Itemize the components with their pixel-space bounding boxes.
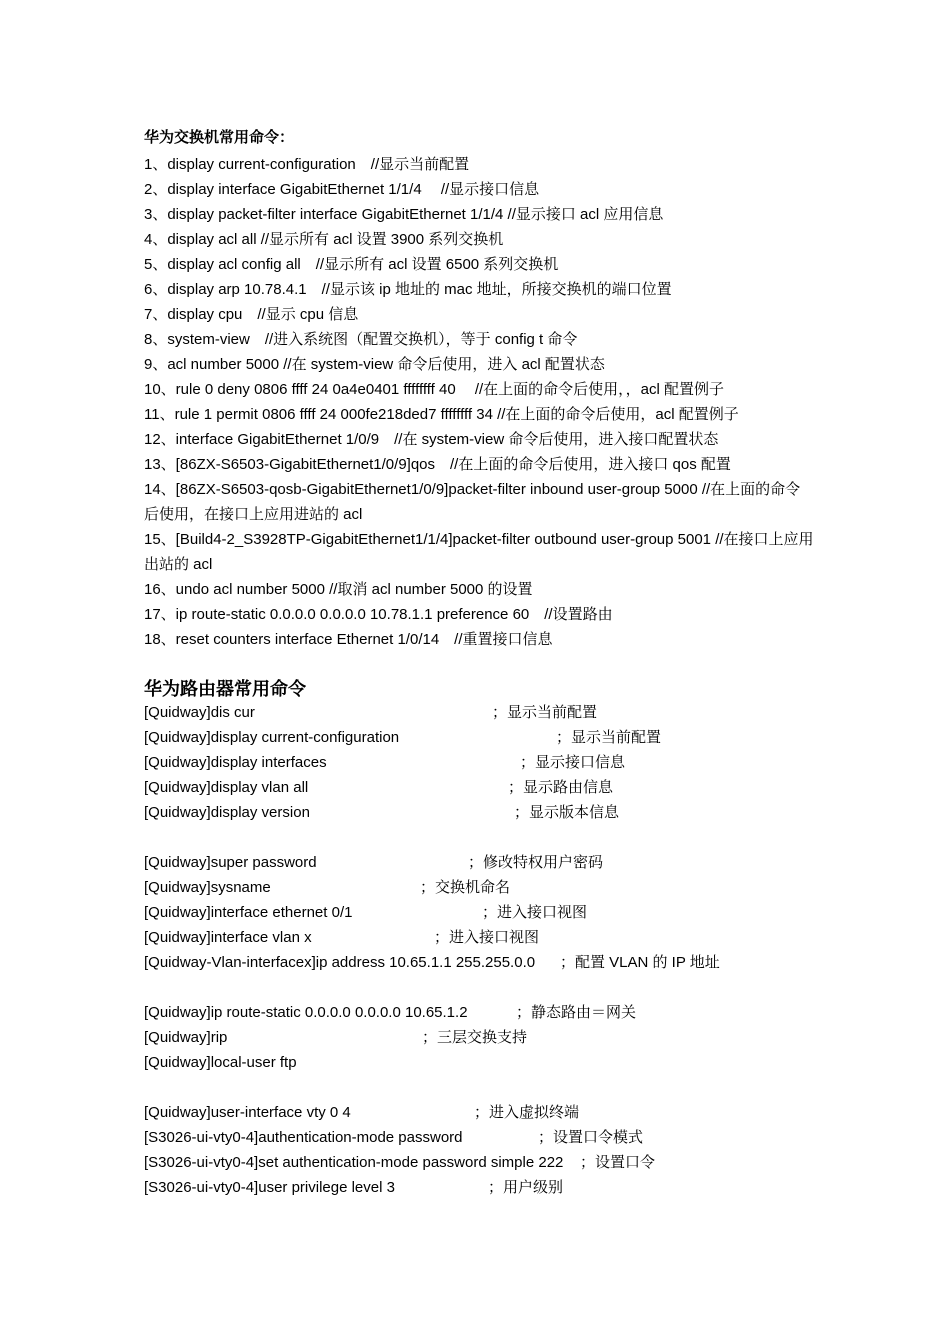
command-row: [144, 750, 814, 775]
command-description: ；显示接口信息: [520, 754, 626, 771]
router-command-group-vty: [144, 1100, 814, 1200]
command-description: ；静态路由＝网关: [516, 1004, 637, 1021]
command-row: [144, 1100, 814, 1125]
command-description: ；设置口令: [580, 1154, 656, 1171]
command-text: [Quidway]display current-configuration: [144, 729, 400, 746]
command-row: [144, 800, 814, 825]
command-text: [S3026-ui-vty0-4]set authentication-mode password simple 222: [144, 1154, 564, 1171]
list-item: 2、display interface GigabitEthernet 1/1/4 //显示接口信息: [144, 181, 540, 198]
command-text: [Quidway]ip route-static 0.0.0.0 0.0.0.0 10.65.1.2: [144, 1004, 468, 1021]
command-text: [Quidway-Vlan-interfacex]ip address 10.65.1.1 255.255.0.0: [144, 954, 536, 971]
command-description: ；显示当前配置: [492, 704, 598, 721]
command-row: [144, 900, 814, 925]
command-row: [144, 1175, 814, 1200]
list-item: 8、system-view //进入系统图（配置交换机），等于 config t 命令: [144, 331, 578, 348]
command-text: [Quidway]display vlan all: [144, 779, 309, 796]
switch-section-title: 华为交换机常用命令：: [144, 129, 295, 146]
command-row: [144, 725, 814, 750]
command-text: [Quidway]super password: [144, 854, 317, 871]
list-item: 4、display acl all //显示所有 acl 设置 3900 系列交换机: [144, 231, 504, 248]
command-text: [Quidway]display interfaces: [144, 754, 327, 771]
command-text: [Quidway]dis cur: [144, 704, 255, 721]
list-item: 12、interface GigabitEthernet 1/0/9 //在 system-view 命令后使用，进入接口配置状态: [144, 431, 719, 448]
list-item: 15、[Build4-2_S3928TP-GigabitEthernet1/1/4]packet-filter outbound user-group 5001 //在接口上应用出站的 acl: [144, 531, 814, 573]
list-item: 16、undo acl number 5000 //取消 acl number 5000 的设置: [144, 581, 533, 598]
list-item: 7、display cpu //显示 cpu 信息: [144, 306, 359, 323]
list-item: 11、rule 1 permit 0806 ffff 24 000fe218ded7 ffffffff 34 //在上面的命令后使用，acl 配置例子: [144, 406, 739, 423]
spacer: [144, 1075, 814, 1100]
list-item: 1、display current-configuration //显示当前配置: [144, 156, 470, 173]
command-row: [144, 875, 814, 900]
list-item: 9、acl number 5000 //在 system-view 命令后使用，进入 acl 配置状态: [144, 356, 605, 373]
command-text: [Quidway]user-interface vty 0 4: [144, 1104, 351, 1121]
command-row: [144, 1000, 814, 1025]
command-description: ；显示当前配置: [556, 729, 662, 746]
command-text: [Quidway]interface ethernet 0/1: [144, 904, 353, 921]
document-body: [144, 128, 814, 1200]
command-text: [Quidway]interface vlan x: [144, 929, 312, 946]
command-description: ；设置口令模式: [538, 1129, 644, 1146]
spacer: [144, 975, 814, 1000]
command-row: [144, 950, 814, 975]
command-description: ；进入接口视图: [434, 929, 540, 946]
command-description: ；修改特权用户密码: [468, 854, 604, 871]
list-item: 6、display arp 10.78.4.1 //显示该 ip 地址的 mac 地址，所接交换机的端口位置: [144, 281, 672, 298]
router-command-group-routing: [144, 1000, 814, 1075]
command-row: [144, 775, 814, 800]
command-text: [S3026-ui-vty0-4]user privilege level 3: [144, 1179, 395, 1196]
command-description: ；显示路由信息: [508, 779, 614, 796]
command-text: [Quidway]display version: [144, 804, 310, 821]
command-text: [S3026-ui-vty0-4]authentication-mode password: [144, 1129, 463, 1146]
command-text: [Quidway]local-user ftp: [144, 1054, 297, 1071]
command-row: [144, 1125, 814, 1150]
spacer: [144, 825, 814, 850]
list-item: 13、[86ZX-S6503-GigabitEthernet1/0/9]qos //在上面的命令后使用，进入接口 qos 配置: [144, 456, 731, 473]
command-description: ；显示版本信息: [514, 804, 620, 821]
list-item: 3、display packet-filter interface GigabitEthernet 1/1/4 //显示接口 acl 应用信息: [144, 206, 664, 223]
switch-command-list: [144, 152, 814, 652]
list-item: 18、reset counters interface Ethernet 1/0/14 //重置接口信息: [144, 631, 553, 648]
command-description: ；进入接口视图: [482, 904, 588, 921]
command-text: [Quidway]rip: [144, 1029, 228, 1046]
list-item: 10、rule 0 deny 0806 ffff 24 0a4e0401 ffffffff 40 //在上面的命令后使用，，acl 配置例子: [144, 381, 725, 398]
command-description: ；配置 VLAN 的 IP 地址: [560, 954, 720, 971]
command-description: ；交换机命名: [420, 879, 511, 896]
list-item: 5、display acl config all //显示所有 acl 设置 6500 系列交换机: [144, 256, 559, 273]
command-row: [144, 700, 814, 725]
router-section-title: 华为路由器常用命令: [144, 679, 306, 699]
router-command-group-display: [144, 700, 814, 825]
command-row: [144, 925, 814, 950]
list-item: 17、ip route-static 0.0.0.0 0.0.0.0 10.78.1.1 preference 60 //设置路由: [144, 606, 613, 623]
list-item: 14、[86ZX-S6503-qosb-GigabitEthernet1/0/9]packet-filter inbound user-group 5000 //在上面的命令后使用，在接口上应用进站的 acl: [144, 481, 801, 523]
command-row: [144, 1025, 814, 1050]
command-row: [144, 1050, 814, 1075]
command-text: [Quidway]sysname: [144, 879, 271, 896]
command-description: ；用户级别: [488, 1179, 564, 1196]
command-row: [144, 1150, 814, 1175]
command-row: [144, 850, 814, 875]
command-description: ；进入虚拟终端: [474, 1104, 580, 1121]
command-description: ；三层交换支持: [422, 1029, 528, 1046]
router-command-group-config: [144, 850, 814, 975]
